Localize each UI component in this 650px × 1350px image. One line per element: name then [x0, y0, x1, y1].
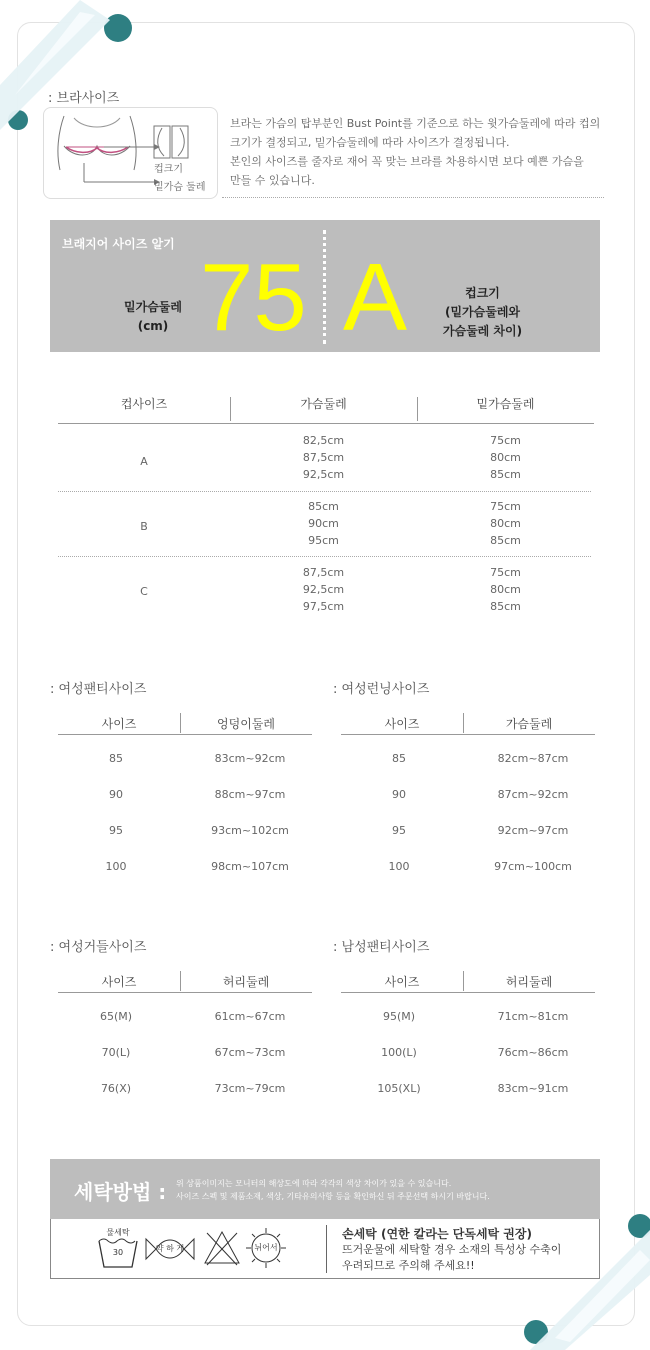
size-cell: 100 — [388, 860, 410, 873]
size-cell: 85 — [392, 752, 406, 765]
bra-size-banner — [50, 220, 600, 352]
measure-cell: 76cm~86cm — [497, 1046, 569, 1059]
wash-note: 사이즈 스펙 및 제품소재, 색상, 기타유의사항 등을 확인하신 뒤 주문선택 하시기 바랍니다. — [176, 1192, 490, 1201]
underbust-cell — [417, 564, 594, 615]
wash-header — [50, 1159, 600, 1219]
banner-cup-letter: A — [343, 244, 408, 351]
bra-diagram — [43, 107, 218, 199]
size-cell: 65(M) — [99, 1010, 133, 1023]
size-cell: 90 — [109, 788, 123, 801]
measure-cell: 67cm~73cm — [214, 1046, 286, 1059]
tub-temperature: 30 — [112, 1248, 124, 1257]
wash-notes — [176, 1177, 490, 1203]
underbust-value: 75cm — [490, 434, 521, 447]
description-divider — [222, 197, 604, 198]
size-cell: 105(XL) — [377, 1082, 421, 1095]
measure-cell: 61cm~67cm — [214, 1010, 286, 1023]
size-table-header: 가슴둘레 — [505, 717, 553, 731]
no-bleach-icon — [203, 1229, 241, 1267]
bust-cell — [230, 498, 417, 549]
size-table-title: : 남성팬티사이즈 — [333, 940, 430, 955]
size-table-header: 엉덩이둘레 — [217, 717, 275, 731]
size-cell: 70(L) — [101, 1046, 131, 1059]
size-table-header: 사이즈 — [384, 717, 420, 731]
size-table-header: 사이즈 — [384, 975, 420, 989]
underbust-cell — [417, 498, 594, 549]
size-table — [50, 678, 315, 873]
wash-instructions — [50, 1219, 600, 1279]
size-cell: 95 — [392, 824, 406, 837]
wash-note: 위 상품이미지는 모니터의 해상도에 따라 각각의 색상 차이가 있을 수 있습니다. — [176, 1179, 452, 1188]
underbust-value: 85cm — [490, 600, 521, 613]
underbust-value: 85cm — [490, 534, 521, 547]
size-table — [333, 936, 598, 1116]
underbust-label: 밑가슴 둘레 — [154, 182, 206, 193]
measure-cell: 73cm~79cm — [214, 1082, 286, 1095]
dry-label: 뉘어서 — [254, 1243, 278, 1252]
cup-cell: C — [140, 585, 148, 598]
size-table-title: : 여성거들사이즈 — [50, 940, 147, 955]
measure-cell: 83cm~91cm — [497, 1082, 569, 1095]
measure-cell: 88cm~97cm — [214, 788, 286, 801]
size-cell: 76(X) — [100, 1082, 132, 1095]
bust-value: 97,5cm — [302, 600, 345, 613]
banner-left-label-line: 밑가슴둘레 — [124, 300, 182, 314]
underbust-value: 75cm — [490, 500, 521, 513]
banner-left-label-line: (cm) — [137, 319, 169, 333]
size-cell: 95 — [109, 824, 123, 837]
banner-divider — [323, 230, 326, 344]
bust-value: 92,5cm — [302, 468, 345, 481]
bra-description-line: 브라는 가슴의 탑부분인 Bust Point를 기준으로 하는 윗가슴둘레에 따라 컵의 — [230, 117, 601, 130]
header-rule — [58, 992, 312, 993]
size-table — [50, 936, 315, 1116]
bra-description-line: 만들 수 있습니다. — [230, 174, 315, 187]
size-table-header: 허리둘레 — [222, 975, 270, 989]
size-table-header: 사이즈 — [101, 975, 137, 989]
size-table-title: : 여성팬티사이즈 — [50, 682, 147, 697]
header-rule — [58, 423, 594, 424]
bust-value: 85cm — [308, 500, 339, 513]
bust-value: 87,5cm — [302, 566, 345, 579]
bra-description-line: 크기가 결정되고, 밑가슴둘레에 따라 사이즈가 결정됩니다. — [230, 136, 510, 149]
banner-title: 브래지어 사이즈 알기 — [62, 237, 175, 251]
bra-description-line: 본인의 사이즈를 줄자로 재어 꼭 맞는 브라를 차용하시면 보다 예쁜 가슴을 — [230, 155, 584, 168]
banner-band-number: 75 — [200, 244, 307, 351]
bust-value: 82,5cm — [302, 434, 345, 447]
underbust-value: 80cm — [490, 583, 521, 596]
bust-cell — [230, 564, 417, 615]
cup-table-header: 가슴둘레 — [300, 397, 347, 411]
banner-left-label — [118, 298, 188, 336]
wash-text — [342, 1242, 561, 1274]
underbust-value: 80cm — [490, 517, 521, 530]
cup-table-header: 밑가슴둘레 — [476, 397, 535, 411]
header-rule — [341, 734, 595, 735]
measure-cell: 71cm~81cm — [497, 1010, 569, 1023]
banner-right-label-line: 컵크기 — [465, 286, 500, 300]
bust-value: 90cm — [308, 517, 339, 530]
size-table — [333, 678, 598, 873]
cup-table-header: 컵사이즈 — [120, 397, 168, 411]
hand-wash-tub-icon — [96, 1227, 140, 1271]
size-cell: 85 — [109, 752, 123, 765]
row-divider — [58, 491, 591, 492]
content-card — [17, 22, 635, 1326]
wash-divider — [326, 1225, 327, 1273]
banner-right-label-line: (밑가슴둘레와 — [444, 305, 521, 319]
header-rule — [58, 734, 312, 735]
size-cell: 100(L) — [381, 1046, 417, 1059]
measure-cell: 82cm~87cm — [497, 752, 569, 765]
banner-right-label-line: 가슴둘레 차이) — [442, 324, 523, 338]
measure-cell: 97cm~100cm — [494, 860, 572, 873]
dry-flat-icon — [245, 1227, 287, 1269]
size-table-header: 사이즈 — [101, 717, 137, 731]
wring-gently-icon — [144, 1235, 196, 1263]
size-cell: 95(M) — [382, 1010, 416, 1023]
wring-label: 약 하 게 — [155, 1244, 185, 1253]
bust-value: 87,5cm — [302, 451, 345, 464]
header-rule — [341, 992, 595, 993]
bra-description — [230, 114, 610, 190]
size-table-title: : 여성런닝사이즈 — [333, 682, 430, 697]
underbust-value: 80cm — [490, 451, 521, 464]
wash-title: 세탁방법 : — [74, 1180, 167, 1204]
underbust-value: 75cm — [490, 566, 521, 579]
measure-cell: 92cm~97cm — [497, 824, 569, 837]
measure-cell: 98cm~107cm — [211, 860, 289, 873]
size-cell: 100 — [105, 860, 127, 873]
banner-right-label — [430, 284, 535, 341]
measure-cell: 93cm~102cm — [211, 824, 289, 837]
measure-cell: 87cm~92cm — [497, 788, 569, 801]
size-cell: 90 — [392, 788, 406, 801]
cup-cell: A — [140, 455, 148, 468]
bust-value: 95cm — [308, 534, 339, 547]
bra-section-title: : 브라사이즈 — [48, 91, 120, 106]
wash-text-line: 뜨거운물에 세탁할 경우 소재의 특성상 수축이 — [342, 1243, 562, 1256]
row-divider — [58, 556, 591, 557]
underbust-value: 85cm — [490, 468, 521, 481]
cup-cell: B — [140, 520, 148, 533]
wash-text-line: 우려되므로 주의해 주세요!! — [342, 1259, 475, 1272]
bust-value: 92,5cm — [302, 583, 345, 596]
underbust-cell — [417, 432, 594, 483]
tub-label: 물세탁 — [106, 1228, 130, 1237]
cup-size-label: 컵크기 — [154, 164, 183, 175]
measure-cell: 83cm~92cm — [214, 752, 286, 765]
bust-cell — [230, 432, 417, 483]
size-table-header: 허리둘레 — [505, 975, 553, 989]
wash-heading: 손세탁 (연한 칼라는 단독세탁 권장) — [342, 1227, 532, 1241]
